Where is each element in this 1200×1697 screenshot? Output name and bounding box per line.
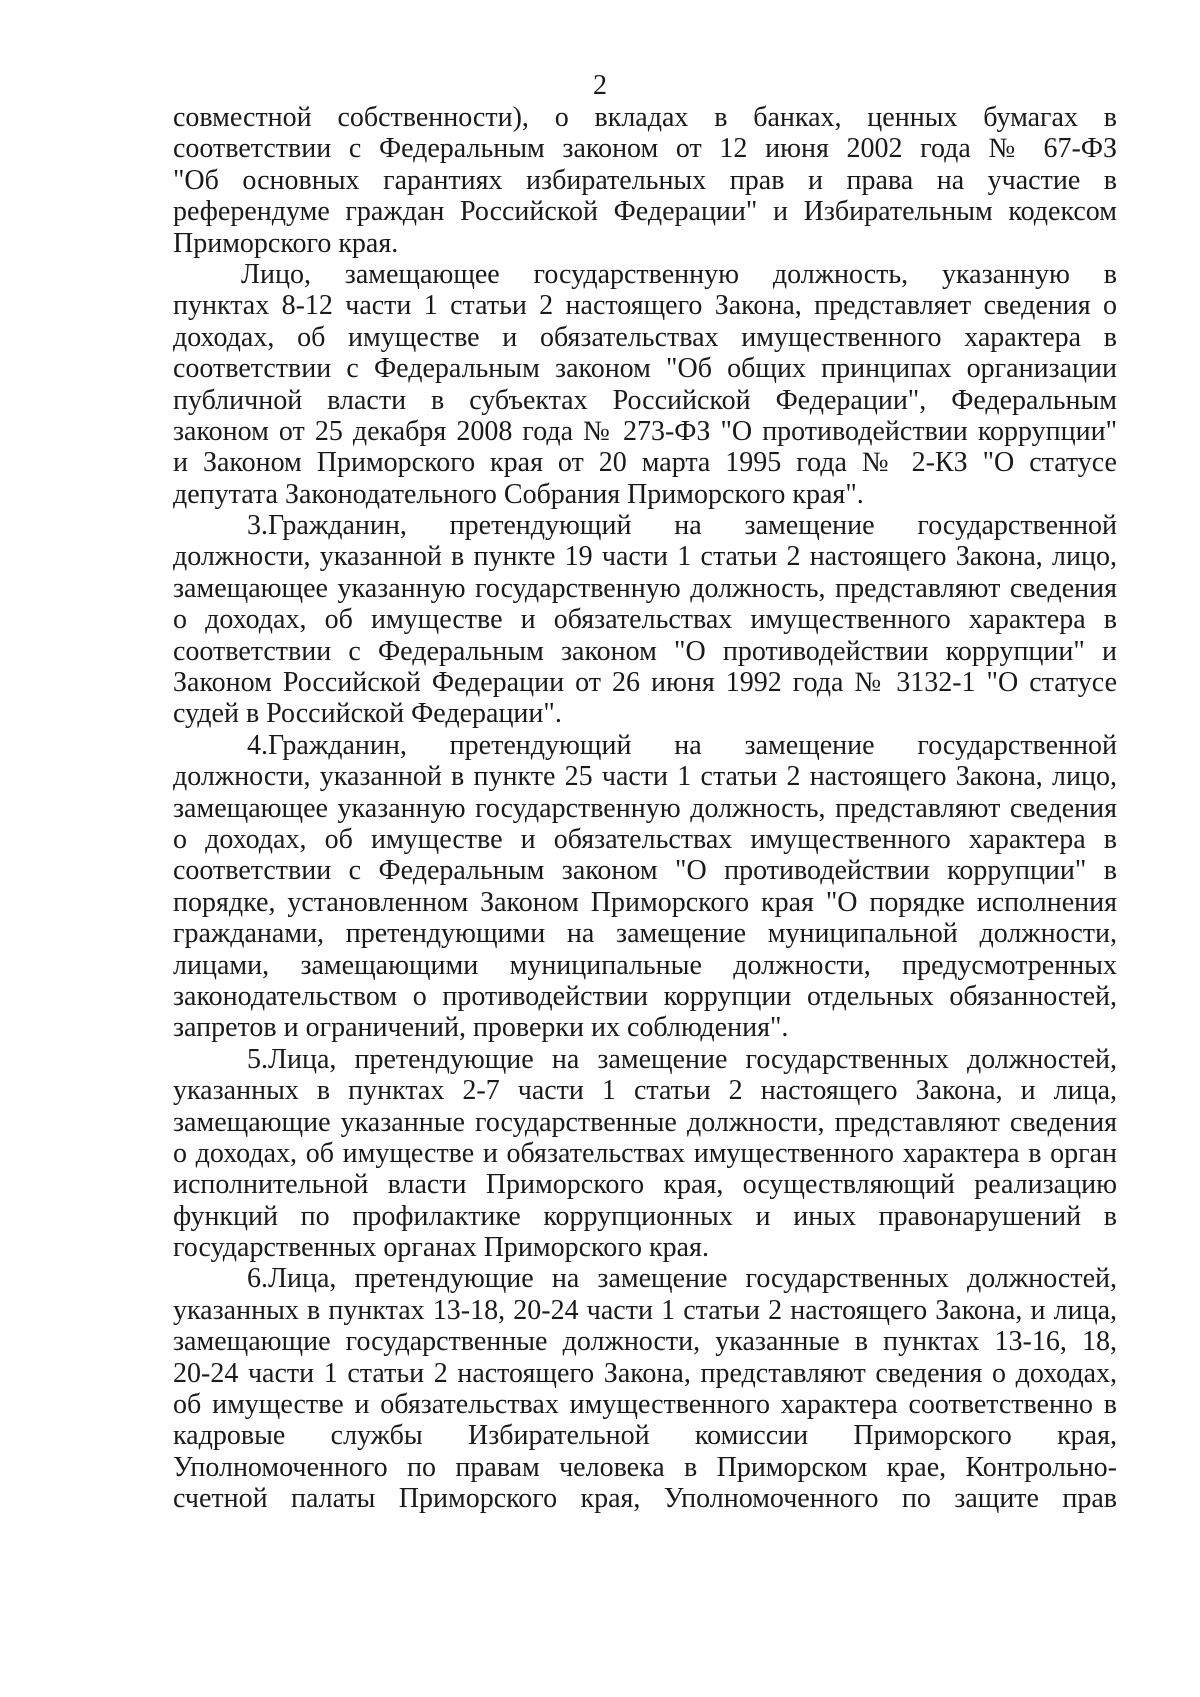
text-line: Лицо, замещающее государственную должность, указанную в xyxy=(241,258,1117,290)
text-line: судей в Российской Федерации". xyxy=(173,698,562,730)
text-line: доходах, об имуществе и обязательствах имущественного характера в xyxy=(173,321,1117,353)
text-line: и Законом Приморского края от 20 марта 1995 года № 2-КЗ "О статусе xyxy=(173,447,1117,479)
text-line: 4.Гражданин, претендующий на замещение государственной xyxy=(247,729,1117,761)
text-line: замещающее указанную государственную должность, представляют сведения xyxy=(173,572,1117,604)
text-line: Приморского края. xyxy=(173,227,399,259)
text-line: о доходах, об имуществе и обязательствах имущественного характера в xyxy=(173,823,1117,855)
text-line: должности, указанной в пункте 25 части 1 статьи 2 настоящего Закона, лицо, xyxy=(173,761,1117,793)
text-line: "Об основных гарантиях избирательных прав и права на участие в xyxy=(173,164,1117,196)
text-line: 6.Лица, претендующие на замещение государственных должностей, xyxy=(247,1263,1117,1295)
text-line: счетной палаты Приморского края, Уполномоченного по защите прав xyxy=(173,1483,1117,1515)
text-line: соответствии с Федеральным законом "О противодействии коррупции" в xyxy=(173,855,1117,887)
text-line: запретов и ограничений, проверки их соблюдения". xyxy=(173,1012,789,1044)
text-line: 20-24 части 1 статьи 2 настоящего Закона, представляют сведения о доходах, xyxy=(173,1357,1117,1389)
text-line: лицами, замещающими муниципальные должности, предусмотренных xyxy=(173,949,1117,981)
paragraph-5 xyxy=(173,1044,1117,1264)
text-line: указанных в пунктах 13-18, 20-24 части 1 статьи 2 настоящего Закона, и лица, xyxy=(173,1294,1117,1326)
text-line: законом от 25 декабря 2008 года № 273-ФЗ "О противодействии коррупции" xyxy=(173,415,1117,447)
paragraph-6 xyxy=(173,1263,1117,1514)
document-body xyxy=(173,102,1117,1515)
text-line: пунктах 8-12 части 1 статьи 2 настоящего Закона, представляет сведения о xyxy=(173,290,1117,322)
text-line: депутата Законодательного Собрания Приморского края". xyxy=(173,478,864,510)
text-line: государственных органах Приморского края. xyxy=(173,1232,709,1264)
text-line: замещающие указанные государственные должности, представляют сведения xyxy=(173,1106,1117,1138)
text-line: Законом Российской Федерации от 26 июня 1992 года № 3132-1 "О статусе xyxy=(173,667,1117,699)
text-line: гражданами, претендующими на замещение муниципальной должности, xyxy=(173,918,1117,950)
paragraph-3 xyxy=(173,510,1117,730)
text-line: порядке, установленном Законом Приморского края "О порядке исполнения xyxy=(173,886,1117,918)
text-line: референдуме граждан Российской Федерации" и Избирательным кодексом xyxy=(173,196,1117,228)
text-line: замещающие государственные должности, указанные в пунктах 13-16, 18, xyxy=(173,1326,1117,1358)
text-line: законодательством о противодействии коррупции отдельных обязанностей, xyxy=(173,980,1117,1012)
paragraph-deputy xyxy=(173,259,1117,510)
text-line: об имуществе и обязательствах имущественного характера соответственно в xyxy=(173,1389,1117,1421)
text-line: публичной власти в субъектах Российской Федерации", Федеральным xyxy=(173,384,1117,416)
paragraph-continuation xyxy=(173,102,1117,259)
text-line: исполнительной власти Приморского края, осуществляющий реализацию xyxy=(173,1169,1117,1201)
text-line: соответствии с Федеральным законом "Об общих принципах организации xyxy=(173,353,1117,385)
text-line: 5.Лица, претендующие на замещение государственных должностей, xyxy=(247,1043,1117,1075)
text-line: совместной собственности), о вкладах в банках, ценных бумагах в xyxy=(173,102,1117,133)
text-line: соответствии с Федеральным законом от 12 июня 2002 года № 67-ФЗ xyxy=(173,133,1117,165)
text-line: указанных в пунктах 2-7 части 1 статьи 2 настоящего Закона, и лица, xyxy=(173,1075,1117,1107)
page-number: 2 xyxy=(593,70,607,101)
text-line: замещающее указанную государственную должность, представляют сведения xyxy=(173,792,1117,824)
text-line: соответствии с Федеральным законом "О противодействии коррупции" и xyxy=(173,635,1117,667)
text-line: о доходах, об имуществе и обязательствах имущественного характера в орган xyxy=(173,1137,1117,1169)
text-line: должности, указанной в пункте 19 части 1 статьи 2 настоящего Закона, лицо, xyxy=(173,541,1117,573)
text-line: функций по профилактике коррупционных и иных правонарушений в xyxy=(173,1200,1117,1232)
paragraph-4 xyxy=(173,730,1117,1044)
text-line: о доходах, об имуществе и обязательствах имущественного характера в xyxy=(173,604,1117,636)
text-line: Уполномоченного по правам человека в Приморском крае, Контрольно- xyxy=(173,1451,1117,1483)
text-line: 3.Гражданин, претендующий на замещение государственной xyxy=(247,510,1117,542)
text-line: кадровые службы Избирательной комиссии Приморского края, xyxy=(173,1420,1117,1452)
